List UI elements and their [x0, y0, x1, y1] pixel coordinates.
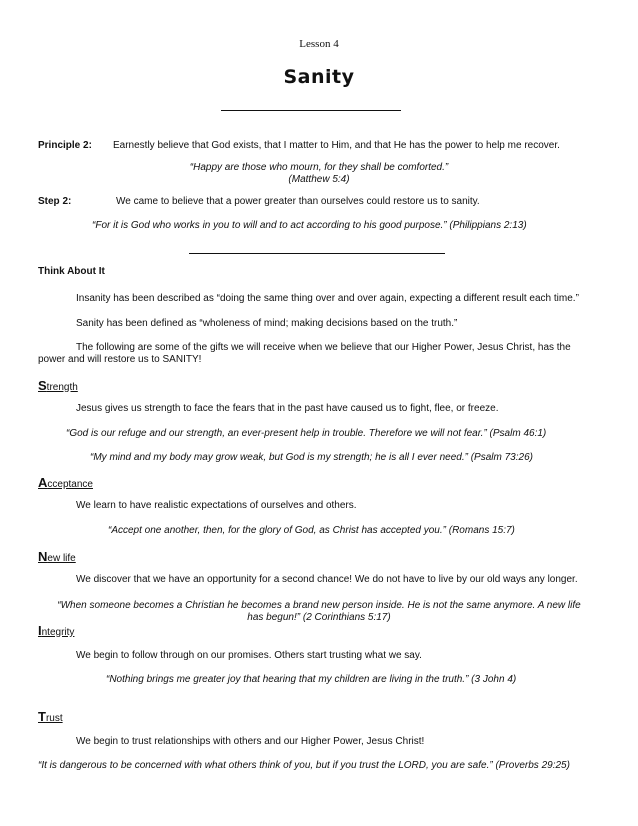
new-life-quote-line-2: has begun!” (2 Corinthians 5:17) [247, 612, 391, 623]
step-text: We came to believe that a power greater than ourselves could restore us to sanity. [116, 196, 480, 207]
strength-text: Jesus gives us strength to face the fears that in the past have caused us to fight, flee, or freeze. [76, 403, 499, 414]
section-heading-trust [38, 708, 63, 726]
strength-quote-1: “God is our refuge and our strength, an ever-present help in trouble. Therefore we will not fear.” (Psalm 46:1) [66, 428, 547, 439]
strength-quote-2: “My mind and my body may grow weak, but God is my strength; he is all I ever need.” (Psalm 73:26) [90, 452, 533, 463]
heading-rest: ew life [47, 553, 76, 564]
heading-initial: I [38, 623, 42, 638]
title-divider [221, 110, 401, 111]
section-heading-strength [38, 377, 78, 395]
principle-text: Earnestly believe that God exists, that I matter to Him, and that He has the power to help me recover. [113, 140, 560, 151]
heading-initial: A [38, 475, 48, 490]
heading-rest: cceptance [47, 479, 93, 490]
principle-reference: (Matthew 5:4) [288, 174, 350, 185]
heading-initial: T [38, 709, 46, 724]
step-quote: “For it is God who works in you to will and to act according to his good purpose.” (Philippians 2:13) [92, 220, 527, 231]
acceptance-quote: “Accept one another, then, for the glory of God, as Christ has accepted you.” (Romans 15:7) [108, 525, 515, 536]
think-paragraph-3-line-2: power and will restore us to SANITY! [38, 354, 202, 365]
trust-quote: “It is dangerous to be concerned with what others think of you, but if you trust the LORD, you are safe.” (Proverbs 29:25) [38, 760, 570, 771]
section-heading-integrity [38, 622, 74, 640]
think-paragraph-3-line-1: The following are some of the gifts we will receive when we believe that our Higher Power, Jesus Christ, has the [76, 342, 571, 353]
heading-rest: trength [46, 382, 78, 393]
trust-text: We begin to trust relationships with others and our Higher Power, Jesus Christ! [76, 736, 425, 747]
step-divider [189, 253, 445, 254]
acceptance-text: We learn to have realistic expectations of ourselves and others. [76, 500, 357, 511]
principle-label: Principle 2: [38, 140, 92, 151]
think-paragraph-1: Insanity has been described as “doing the same thing over and over again, expecting a different result each time.” [76, 293, 579, 304]
section-heading-new-life [38, 548, 76, 566]
section-heading-acceptance [38, 474, 93, 492]
step-label: Step 2: [38, 196, 72, 207]
heading-rest: rust [45, 713, 63, 724]
lesson-label: Lesson 4 [299, 38, 339, 50]
new-life-quote-line-1: “When someone becomes a Christian he becomes a brand new person inside. He is not the same anymore. A new life [57, 600, 581, 611]
think-heading: Think About It [38, 266, 105, 277]
heading-initial: S [38, 378, 47, 393]
integrity-text: We begin to follow through on our promises. Others start trusting what we say. [76, 650, 422, 661]
new-life-text: We discover that we have an opportunity for a second chance! We do not have to live by our old ways any longer. [76, 574, 578, 585]
page-title: Sanity [283, 66, 355, 88]
think-paragraph-2: Sanity has been defined as “wholeness of mind; making decisions based on the truth.” [76, 318, 458, 329]
integrity-quote: “Nothing brings me greater joy that hearing that my children are living in the truth.” (3 John 4) [106, 674, 517, 685]
heading-rest: ntegrity [41, 627, 75, 638]
heading-initial: N [38, 549, 48, 564]
principle-quote: “Happy are those who mourn, for they shall be comforted.” [189, 162, 449, 173]
